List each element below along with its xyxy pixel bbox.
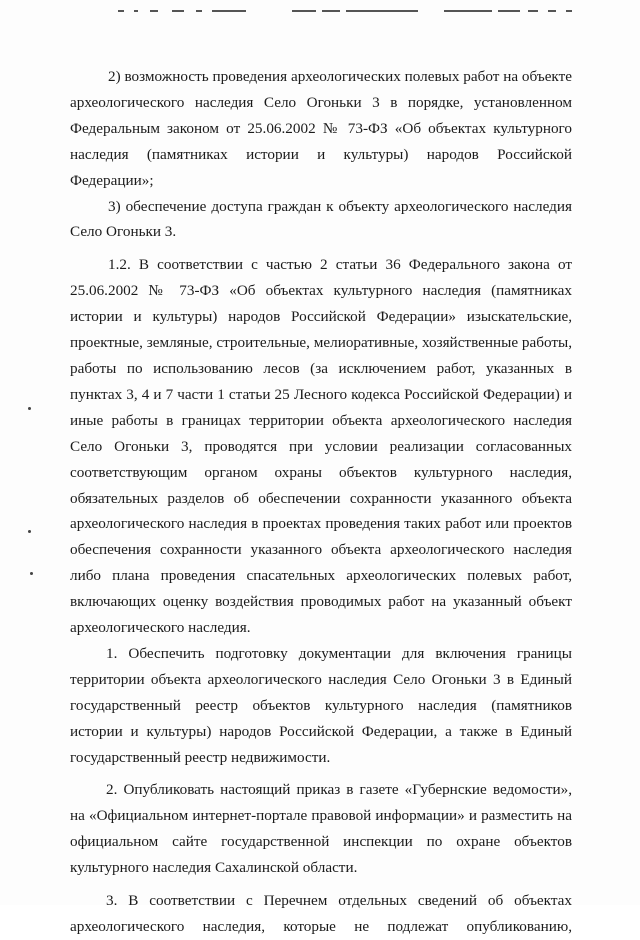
margin-speck — [30, 572, 33, 575]
scan-artifact-strip — [0, 4, 640, 18]
paragraph-point-3: 3. В соответствии с Перечнем отдельных сведений об объектах археологического наследия, которые не подлежат опубликованию, — [70, 892, 572, 935]
paragraph-item-2: 2) возможность проведения археологических полевых работ на объекте археологического наследия Село Огоньки 3 в порядке, установленном Федеральным законом от 25.06.2002 № 73-ФЗ «Об объектах культурного наследия (памятниках истории и культуры) народов Российской Федерации»; — [70, 68, 572, 189]
paragraph-point-1: 1. Обеспечить подготовку документации для включения границы территории объекта археологического наследия Село Огоньки 3 в Единый государственный реестр объектов культурного наследия (памятников истории и культуры) народов Российской Федерации, а также в Единый государственный реестр недвижимости. — [70, 644, 572, 766]
paragraph-item-1-2: 1.2. В соответствии с частью 2 статьи 36 Федерального закона от 25.06.2002 № 73-ФЗ «Об объектах культурного наследия (памятниках истории и культуры) народов Российской Федерации» изыскательские, проектные, земляные, строительные, мелиоративные, хозяйственные работы, работы по использованию лесов (за исключением работ, указанных в пунктах 3, 4 и 7 части 1 статьи 25 Лесного кодекса Российской Федерации) и иные работы в границах территории объекта археологического наследия Село Огоньки 3, проводятся при условии реализации согласованных соответствующим органом охраны объектов культурного наследия, обязательных разделов об обеспечении сохранности указанного объекта археологического наследия в проектах проведения таких работ или проектов обеспечения сохранности указанного объекта археологического наследия либо плана проведения спасательных археологических полевых работ, включающих оценку воздействия проводимых работ на указанный объект археологического наследия. — [70, 256, 572, 637]
margin-speck — [28, 530, 31, 533]
paragraph-point-2: 2. Опубликовать настоящий приказ в газете «Губернские ведомости», на «Официальном интернет-портале правовой информации» и разместить на официальном сайте государственной инспекции по охране объектов культурного наследия Сахалинской области. — [70, 781, 572, 877]
document-body — [70, 64, 572, 940]
margin-speck — [28, 407, 31, 410]
paragraph-item-3: 3) обеспечение доступа граждан к объекту археологического наследия Село Огоньки 3. — [70, 197, 572, 241]
